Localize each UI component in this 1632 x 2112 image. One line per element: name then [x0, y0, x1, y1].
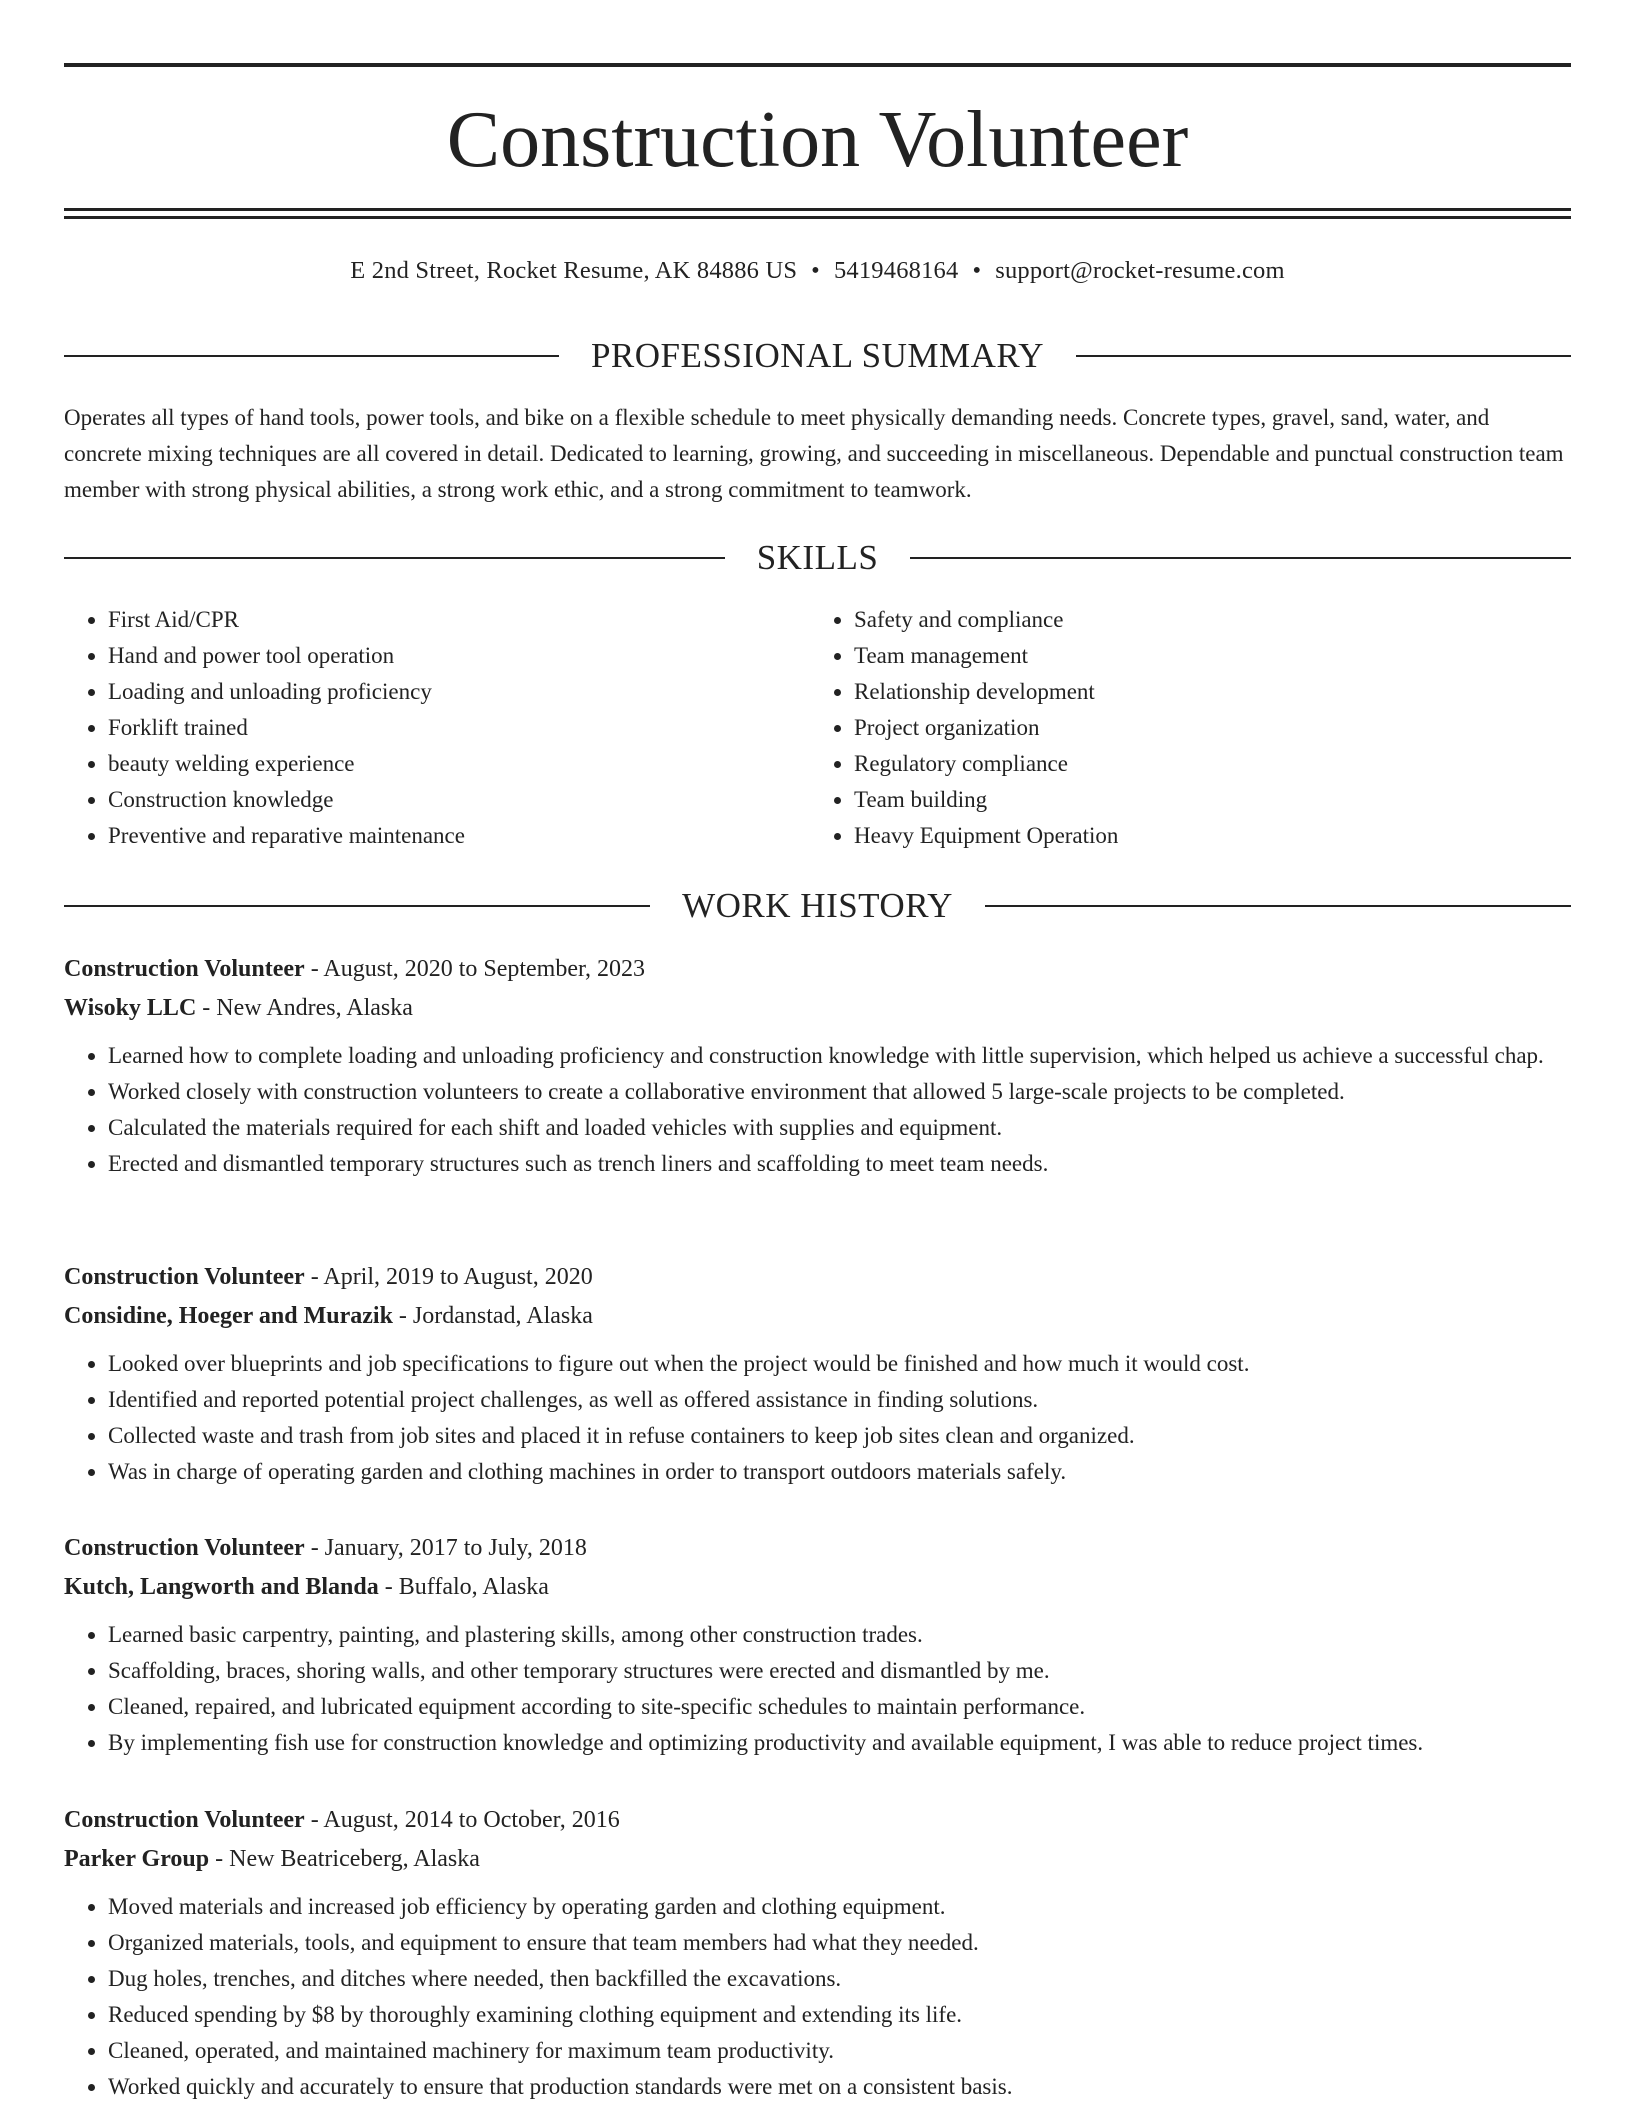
skill-item: • Project organization: [854, 710, 1554, 746]
job-bullet: • Calculated the materials required for each shift and loaded vehicles with supplies and equipment.: [108, 1110, 1571, 1146]
job-bullet: • By implementing fish use for construction knowledge and optimizing productivity and available equipment, I was able to reduce project times.: [108, 1725, 1571, 1761]
skill-item: • Forklift trained: [108, 710, 808, 746]
skills-title: SKILLS: [756, 538, 879, 577]
skill-item: • Hand and power tool operation: [108, 638, 808, 674]
skills-column-left: [64, 602, 808, 854]
job-bullet: • Organized materials, tools, and equipment to ensure that team members had what they needed.: [108, 1925, 1571, 1961]
top-rule: [64, 63, 1571, 67]
name-rule-lower: [64, 216, 1571, 219]
divider: [910, 557, 1571, 559]
name-rule-upper: [64, 208, 1571, 211]
job-entry: [64, 950, 1571, 1182]
skill-item: • Relationship development: [854, 674, 1554, 710]
job-bullet: • Worked closely with construction volunteers to create a collaborative environment that allowed 5 large-scale projects to be completed.: [108, 1074, 1571, 1110]
job-location: - Jordanstad, Alaska: [392, 1303, 593, 1329]
skill-item: • Loading and unloading proficiency: [108, 674, 808, 710]
job-bullet: • Moved materials and increased job efficiency by operating garden and clothing equipment.: [108, 1889, 1571, 1925]
skill-item: • First Aid/CPR: [108, 602, 808, 638]
contact-separator: •: [811, 257, 820, 284]
contact-separator: •: [972, 257, 982, 284]
job-title: Construction Volunteer: [64, 1535, 305, 1561]
skill-item: • Construction knowledge: [108, 782, 808, 818]
skill-item: • Heavy Equipment Operation: [854, 818, 1554, 854]
job-company: Kutch, Langworth and Blanda: [64, 1574, 379, 1600]
contact-email: support@rocket-resume.com: [995, 257, 1285, 284]
job-bullet: • Erected and dismantled temporary structures such as trench liners and scaffolding to meet team needs.: [108, 1146, 1571, 1182]
summary-title: PROFESSIONAL SUMMARY: [590, 336, 1045, 375]
job-bullets: [64, 1038, 1571, 1182]
job-bullet: • Cleaned, repaired, and lubricated equipment according to site-specific schedules to maintain performance.: [108, 1689, 1571, 1725]
skills-list: [64, 602, 1571, 854]
job-title-line: [64, 1529, 1571, 1568]
divider: [1076, 355, 1571, 357]
job-title: Construction Volunteer: [64, 1264, 305, 1290]
job-dates: - April, 2019 to August, 2020: [304, 1264, 593, 1290]
skill-item: • Preventive and reparative maintenance: [108, 818, 808, 854]
job-company-line: [64, 1297, 1571, 1336]
divider: [64, 557, 725, 559]
divider: [985, 905, 1571, 907]
job-company-line: [64, 1568, 1571, 1607]
job-title-line: [64, 1801, 1571, 1840]
job-dates: - August, 2020 to September, 2023: [304, 956, 646, 982]
job-company: Parker Group: [64, 1846, 210, 1872]
skill-item: • Team management: [854, 638, 1554, 674]
job-bullet: • Identified and reported potential project challenges, as well as offered assistance in finding solutions.: [108, 1382, 1571, 1418]
job-entry: [64, 1529, 1571, 1761]
job-bullets: [64, 1617, 1571, 1761]
job-title: Construction Volunteer: [64, 956, 305, 982]
job-title-line: [64, 950, 1571, 989]
job-dates: - August, 2014 to October, 2016: [304, 1807, 620, 1833]
skills-column-right: [808, 602, 1554, 854]
job-title-line: [64, 1258, 1571, 1297]
divider: [64, 355, 559, 357]
work-heading: [64, 884, 1571, 928]
job-company: Considine, Hoeger and Murazik: [64, 1303, 393, 1329]
job-bullet: • Looked over blueprints and job specifications to figure out when the project would be finished and how much it would cost.: [108, 1346, 1571, 1382]
contact-address: E 2nd Street, Rocket Resume, AK 84886 US: [350, 257, 798, 284]
summary-heading: [64, 334, 1571, 378]
skill-item: • Regulatory compliance: [854, 746, 1554, 782]
contact-phone: 5419468164: [833, 257, 959, 284]
job-location: - New Beatriceberg, Alaska: [209, 1846, 480, 1872]
job-bullet: • Collected waste and trash from job sites and placed it in refuse containers to keep job sites clean and organized.: [108, 1418, 1571, 1454]
skill-item: • Safety and compliance: [854, 602, 1554, 638]
job-bullet: • Reduced spending by $8 by thoroughly examining clothing equipment and extending its life.: [108, 1997, 1571, 2033]
job-bullets: [64, 1346, 1571, 1490]
job-bullet: • Was in charge of operating garden and clothing machines in order to transport outdoors materials safely.: [108, 1454, 1571, 1490]
job-location: - New Andres, Alaska: [196, 995, 413, 1021]
job-location: - Buffalo, Alaska: [378, 1574, 549, 1600]
job-bullet: • Learned how to complete loading and unloading proficiency and construction knowledge with little supervision, which helped us achieve a successful chap.: [108, 1038, 1571, 1074]
work-title: WORK HISTORY: [682, 886, 953, 925]
contact-line: [64, 253, 1571, 289]
skill-item: • Team building: [854, 782, 1554, 818]
job-bullet: • Worked quickly and accurately to ensure that production standards were met on a consistent basis.: [108, 2069, 1571, 2105]
job-company: Wisoky LLC: [64, 995, 197, 1021]
skill-item: • beauty welding experience: [108, 746, 808, 782]
job-company-line: [64, 989, 1571, 1028]
job-entry: [64, 1801, 1571, 2105]
job-bullet: • Scaffolding, braces, shoring walls, and other temporary structures were erected and dismantled by me.: [108, 1653, 1571, 1689]
job-dates: - January, 2017 to July, 2018: [304, 1535, 587, 1561]
job-entry: [64, 1258, 1571, 1490]
job-bullet: • Dug holes, trenches, and ditches where needed, then backfilled the excavations.: [108, 1961, 1571, 1997]
job-title: Construction Volunteer: [64, 1807, 305, 1833]
job-bullet: • Learned basic carpentry, painting, and plastering skills, among other construction trades.: [108, 1617, 1571, 1653]
skills-heading: [64, 536, 1571, 580]
resume-name: Construction Volunteer: [446, 96, 1189, 184]
job-bullets: [64, 1889, 1571, 2105]
summary-text: Operates all types of hand tools, power tools, and bike on a flexible schedule to meet physically demanding needs. Concrete types, gravel, sand, water, and concrete mixing techniques are all covered in detail. Dedicated to learning, growing, and succeeding in miscellaneous. Dependable and punctual construction team member with strong physical abilities, a strong work ethic, and a strong commitment to teamwork.: [64, 405, 1564, 502]
job-bullet: • Cleaned, operated, and maintained machinery for maximum team productivity.: [108, 2033, 1571, 2069]
job-company-line: [64, 1840, 1571, 1879]
divider: [64, 905, 650, 907]
